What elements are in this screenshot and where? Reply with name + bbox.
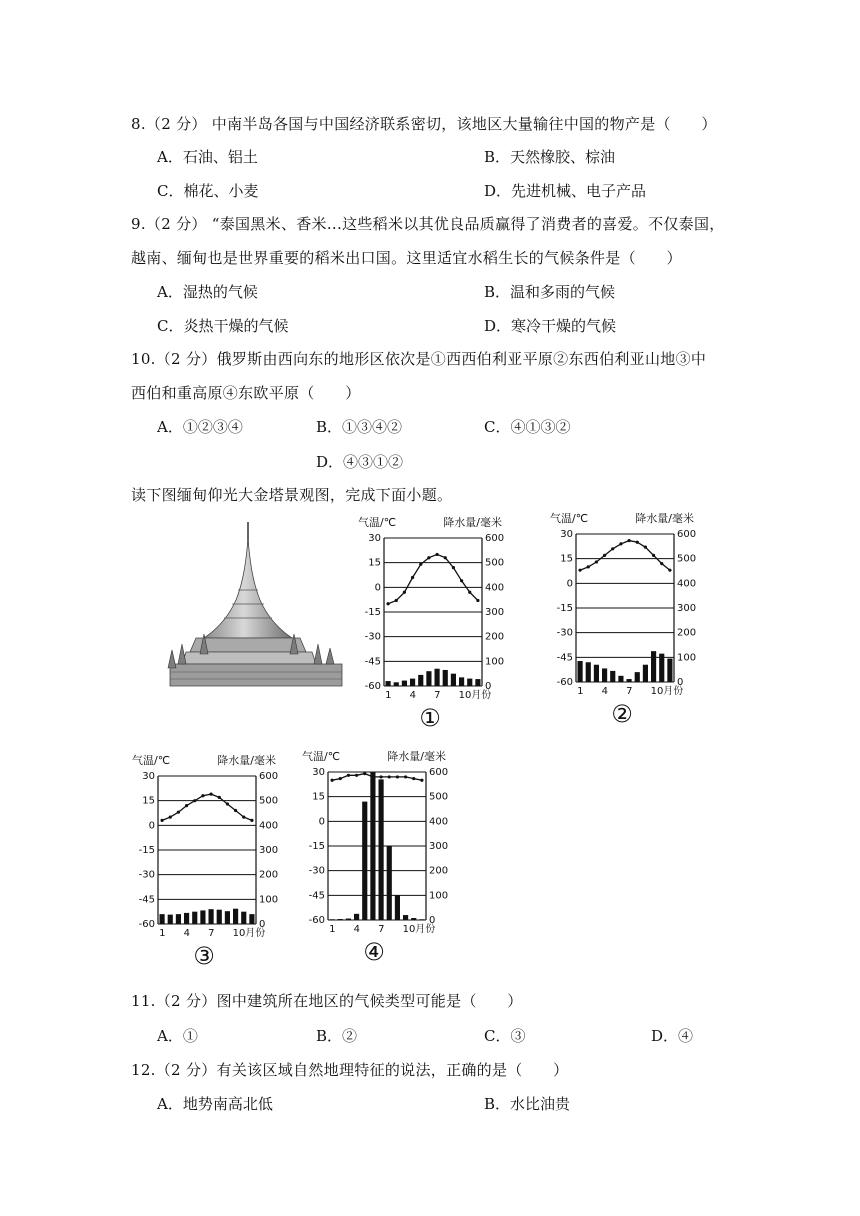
temperature-point — [403, 591, 406, 594]
temperature-point — [160, 819, 163, 822]
temp-tick-label: -30 — [138, 869, 155, 881]
chart-number-label: ③ — [193, 942, 215, 970]
precip-tick-label: 100 — [485, 656, 504, 668]
temp-tick-label: -60 — [556, 677, 573, 688]
precip-tick-label: 100 — [429, 890, 448, 902]
precipitation-bar — [475, 679, 480, 686]
month-tick-label: 7 — [626, 686, 633, 697]
month-tick-label: 4 — [183, 928, 190, 939]
precip-tick-label: 400 — [677, 578, 696, 590]
temperature-point — [388, 775, 391, 778]
precipitation-axis-label: 降水量/毫米 — [443, 516, 502, 529]
precip-tick-label: 600 — [677, 529, 696, 540]
temperature-point — [363, 772, 366, 775]
temperature-point — [209, 792, 212, 795]
precipitation-bar — [419, 919, 424, 920]
temp-tick-label: -45 — [308, 890, 325, 902]
temp-tick-label: -15 — [138, 845, 155, 856]
temperature-point — [330, 779, 333, 782]
temp-tick-label: 0 — [148, 820, 155, 832]
precipitation-bar — [467, 679, 472, 686]
climate-chart-4 — [300, 748, 448, 966]
temperature-point — [611, 547, 614, 550]
q9-option-c[interactable]: C．炎热干燥的气候 — [157, 317, 289, 335]
precipitation-bar — [403, 915, 408, 920]
question-9-stem-line2: 越南、缅甸也是世界重要的稻米出口国。这里适宜水稻生长的气候条件是（ ） — [131, 249, 682, 267]
question-8-stem: 8.（2 分） 中南半岛各国与中国经济联系密切，该地区大量输往中国的物产是（ ） — [131, 115, 717, 133]
precip-tick-label: 600 — [485, 533, 504, 544]
precipitation-bar — [602, 668, 607, 682]
precipitation-bar — [459, 677, 464, 686]
precipitation-bar — [241, 912, 246, 924]
q10-option-d[interactable]: D．④③①② — [316, 453, 404, 471]
precipitation-bar — [651, 651, 656, 682]
temp-tick-label: -15 — [556, 603, 573, 614]
month-tick-label: 1 — [385, 690, 392, 701]
precipitation-bar — [667, 659, 672, 682]
temp-tick-label: -45 — [138, 894, 155, 906]
precip-tick-label: 300 — [429, 841, 448, 852]
temp-tick-label: -15 — [308, 841, 325, 852]
precip-tick-label: 400 — [259, 820, 278, 832]
precipitation-bar — [618, 676, 623, 682]
question-10-stem-line2: 西伯和重高原④东欧平原（ ） — [131, 384, 361, 402]
temperature-line — [162, 794, 252, 820]
temperature-point — [420, 779, 423, 782]
temperature-axis-label: 气温/℃ — [132, 754, 171, 767]
precip-tick-label: 500 — [485, 557, 504, 569]
temperature-point — [660, 562, 663, 565]
temperature-point — [595, 560, 598, 563]
temperature-point — [218, 796, 221, 799]
precip-tick-label: 0 — [485, 681, 492, 692]
q10-option-c[interactable]: C．④①③② — [484, 418, 571, 436]
precipitation-bar — [160, 914, 165, 924]
precipitation-axis-label: 降水量/毫米 — [217, 754, 276, 767]
temperature-line — [332, 774, 422, 781]
precipitation-bar — [402, 681, 407, 686]
precipitation-bar — [354, 914, 359, 920]
temperature-point — [226, 802, 229, 805]
temp-tick-label: -15 — [364, 607, 381, 618]
precip-tick-label: 500 — [677, 553, 696, 565]
temp-tick-label: 0 — [566, 578, 573, 590]
precip-tick-label: 400 — [485, 582, 504, 594]
temp-tick-label: -60 — [308, 915, 325, 926]
q11-option-c[interactable]: C．③ — [484, 1027, 526, 1045]
precipitation-bar — [643, 665, 648, 682]
temperature-point — [427, 556, 430, 559]
precipitation-axis-label: 降水量/毫米 — [387, 750, 446, 763]
temperature-point — [452, 566, 455, 569]
month-tick-label: 10月份 — [232, 928, 266, 939]
temperature-point — [355, 774, 358, 777]
precipitation-bar — [200, 910, 205, 924]
temp-tick-label: 30 — [142, 771, 155, 782]
temperature-point — [347, 774, 350, 777]
temperature-point — [435, 553, 438, 556]
temperature-point — [603, 554, 606, 557]
month-tick-label: 4 — [353, 924, 360, 935]
climate-chart-1 — [356, 514, 504, 732]
temperature-point — [419, 563, 422, 566]
precipitation-bar — [578, 661, 583, 682]
q12-option-a[interactable]: A．地势南高北低 — [157, 1095, 273, 1113]
precipitation-bar — [362, 802, 367, 920]
temperature-point — [411, 576, 414, 579]
precip-tick-label: 300 — [485, 607, 504, 618]
temperature-point — [444, 556, 447, 559]
precipitation-bar — [192, 912, 197, 924]
temp-tick-label: -45 — [556, 652, 573, 664]
figure-intro: 读下图缅甸仰光大金塔景观图，完成下面小题。 — [131, 486, 453, 504]
q12-option-b[interactable]: B．水比油贵 — [484, 1095, 571, 1113]
precip-tick-label: 600 — [259, 771, 278, 782]
precipitation-bar — [586, 662, 591, 682]
temperature-point — [395, 599, 398, 602]
precipitation-bar — [435, 669, 440, 686]
precip-tick-label: 0 — [677, 677, 684, 688]
climate-chart-2 — [548, 510, 696, 728]
q10-option-a[interactable]: A．①②③④ — [157, 418, 243, 436]
temp-tick-label: 30 — [312, 767, 325, 778]
precipitation-bar — [394, 682, 399, 686]
precipitation-bar — [410, 679, 415, 686]
chart-number-label: ④ — [363, 938, 385, 966]
precipitation-bar — [233, 909, 238, 924]
precip-tick-label: 200 — [429, 865, 448, 877]
temperature-point — [193, 799, 196, 802]
pagoda-image — [166, 520, 346, 690]
month-tick-label: 4 — [409, 690, 416, 701]
question-9-stem-line1: 9.（2 分） “泰国黑米、香米...这些稻米以其优良品质赢得了消费者的喜爱。不仅泰国， — [131, 215, 725, 233]
temperature-line — [388, 554, 478, 603]
precipitation-bar — [386, 681, 391, 686]
temperature-point — [371, 775, 374, 778]
month-tick-label: 7 — [434, 690, 441, 701]
temperature-point — [619, 542, 622, 545]
temperature-axis-label: 气温/℃ — [302, 750, 341, 763]
precipitation-bar — [418, 675, 423, 686]
q8-option-a[interactable]: A．石油、铝土 — [157, 148, 258, 166]
temperature-point — [468, 591, 471, 594]
temp-tick-label: -30 — [556, 627, 573, 639]
month-tick-label: 1 — [577, 686, 584, 697]
q8-option-b[interactable]: B．天然橡胶、棕油 — [484, 148, 616, 166]
question-11-stem: 11.（2 分）图中建筑所在地区的气候类型可能是（ ） — [131, 992, 523, 1010]
month-tick-label: 1 — [329, 924, 336, 935]
q8-option-c[interactable]: C．棉花、小麦 — [157, 182, 259, 200]
precip-tick-label: 100 — [259, 894, 278, 906]
temperature-point — [627, 539, 630, 542]
temp-tick-label: 15 — [560, 553, 573, 565]
temp-tick-label: 15 — [368, 557, 381, 569]
temperature-axis-label: 气温/℃ — [358, 516, 397, 529]
precip-tick-label: 600 — [429, 767, 448, 778]
temperature-point — [339, 777, 342, 780]
q11-option-b[interactable]: B．② — [316, 1027, 358, 1045]
temp-tick-label: 30 — [560, 529, 573, 540]
month-tick-label: 10月份 — [650, 686, 684, 697]
question-10-stem-line1: 10.（2 分）俄罗斯由西向东的地形区依次是①西西伯利亚平原②东西伯利亚山地③中 — [131, 350, 707, 368]
month-tick-label: 7 — [208, 928, 215, 939]
precipitation-bar — [209, 909, 214, 924]
precip-tick-label: 500 — [259, 795, 278, 807]
temperature-point — [234, 809, 237, 812]
precipitation-bar — [451, 674, 456, 686]
temp-tick-label: -60 — [138, 919, 155, 930]
precipitation-bar — [338, 919, 343, 920]
precipitation-bar — [443, 670, 448, 686]
precip-tick-label: 300 — [677, 603, 696, 614]
temperature-point — [396, 775, 399, 778]
temp-tick-label: 15 — [142, 795, 155, 807]
temp-tick-label: 0 — [318, 816, 325, 828]
precipitation-axis-label: 降水量/毫米 — [635, 512, 694, 525]
precipitation-bar — [610, 671, 615, 682]
precipitation-bar — [395, 895, 400, 920]
q10-option-b[interactable]: B．①③④② — [316, 418, 403, 436]
precipitation-bar — [635, 672, 640, 682]
precipitation-bar — [217, 910, 222, 924]
temperature-point — [242, 816, 245, 819]
precipitation-bar — [594, 665, 599, 682]
temperature-point — [201, 794, 204, 797]
temperature-point — [250, 819, 253, 822]
q9-option-b[interactable]: B．温和多雨的气候 — [484, 283, 616, 301]
month-tick-label: 1 — [159, 928, 166, 939]
precip-tick-label: 200 — [677, 627, 696, 639]
precipitation-bar — [168, 915, 173, 924]
temperature-axis-label: 气温/℃ — [550, 512, 589, 525]
temperature-point — [404, 775, 407, 778]
month-tick-label: 10月份 — [402, 924, 436, 935]
temp-tick-label: -30 — [364, 631, 381, 643]
temperature-point — [668, 569, 671, 572]
precipitation-bar — [249, 914, 254, 924]
temperature-point — [185, 804, 188, 807]
temperature-point — [644, 546, 647, 549]
temperature-point — [379, 775, 382, 778]
temperature-point — [587, 565, 590, 568]
precip-tick-label: 200 — [485, 631, 504, 643]
temperature-point — [476, 599, 479, 602]
precipitation-bar — [176, 914, 181, 924]
month-tick-label: 10月份 — [458, 690, 492, 701]
precip-tick-label: 200 — [259, 869, 278, 881]
temp-tick-label: 0 — [374, 582, 381, 594]
q11-option-d[interactable]: D．④ — [651, 1027, 694, 1045]
temperature-point — [169, 816, 172, 819]
temp-tick-label: -45 — [364, 656, 381, 668]
temperature-point — [636, 541, 639, 544]
precipitation-bar — [184, 913, 189, 924]
precipitation-bar — [379, 779, 384, 920]
chart-number-label: ② — [611, 700, 633, 728]
temperature-point — [460, 579, 463, 582]
month-tick-label: 4 — [601, 686, 608, 697]
precip-tick-label: 100 — [677, 652, 696, 664]
temp-tick-label: 30 — [368, 533, 381, 544]
q9-option-d[interactable]: D．寒冷干燥的气候 — [484, 317, 617, 335]
precipitation-bar — [346, 919, 351, 920]
temperature-point — [652, 554, 655, 557]
precipitation-bar — [627, 679, 632, 682]
precipitation-bar — [387, 846, 392, 920]
precip-tick-label: 0 — [429, 915, 436, 926]
precipitation-bar — [659, 654, 664, 682]
climate-chart-3 — [130, 752, 278, 970]
temperature-point — [412, 777, 415, 780]
precipitation-bar — [426, 671, 431, 686]
temp-tick-label: 15 — [312, 791, 325, 803]
question-12-stem: 12.（2 分）有关该区域自然地理特征的说法，正确的是（ ） — [131, 1061, 569, 1079]
temp-tick-label: -60 — [364, 681, 381, 692]
temperature-point — [386, 602, 389, 605]
precip-tick-label: 500 — [429, 791, 448, 803]
chart-number-label: ① — [419, 704, 441, 732]
temp-tick-label: -30 — [308, 865, 325, 877]
temperature-point — [177, 811, 180, 814]
precipitation-bar — [411, 918, 416, 920]
q9-option-a[interactable]: A．湿热的气候 — [157, 283, 258, 301]
precip-tick-label: 0 — [259, 919, 266, 930]
precip-tick-label: 300 — [259, 845, 278, 856]
precip-tick-label: 400 — [429, 816, 448, 828]
temperature-point — [578, 569, 581, 572]
precipitation-bar — [370, 772, 375, 920]
month-tick-label: 7 — [378, 924, 385, 935]
q8-option-d[interactable]: D．先进机械、电子产品 — [484, 182, 647, 200]
precipitation-bar — [330, 919, 335, 920]
precipitation-bar — [225, 911, 230, 924]
temperature-line — [580, 541, 670, 571]
q11-option-a[interactable]: A．① — [157, 1027, 198, 1045]
